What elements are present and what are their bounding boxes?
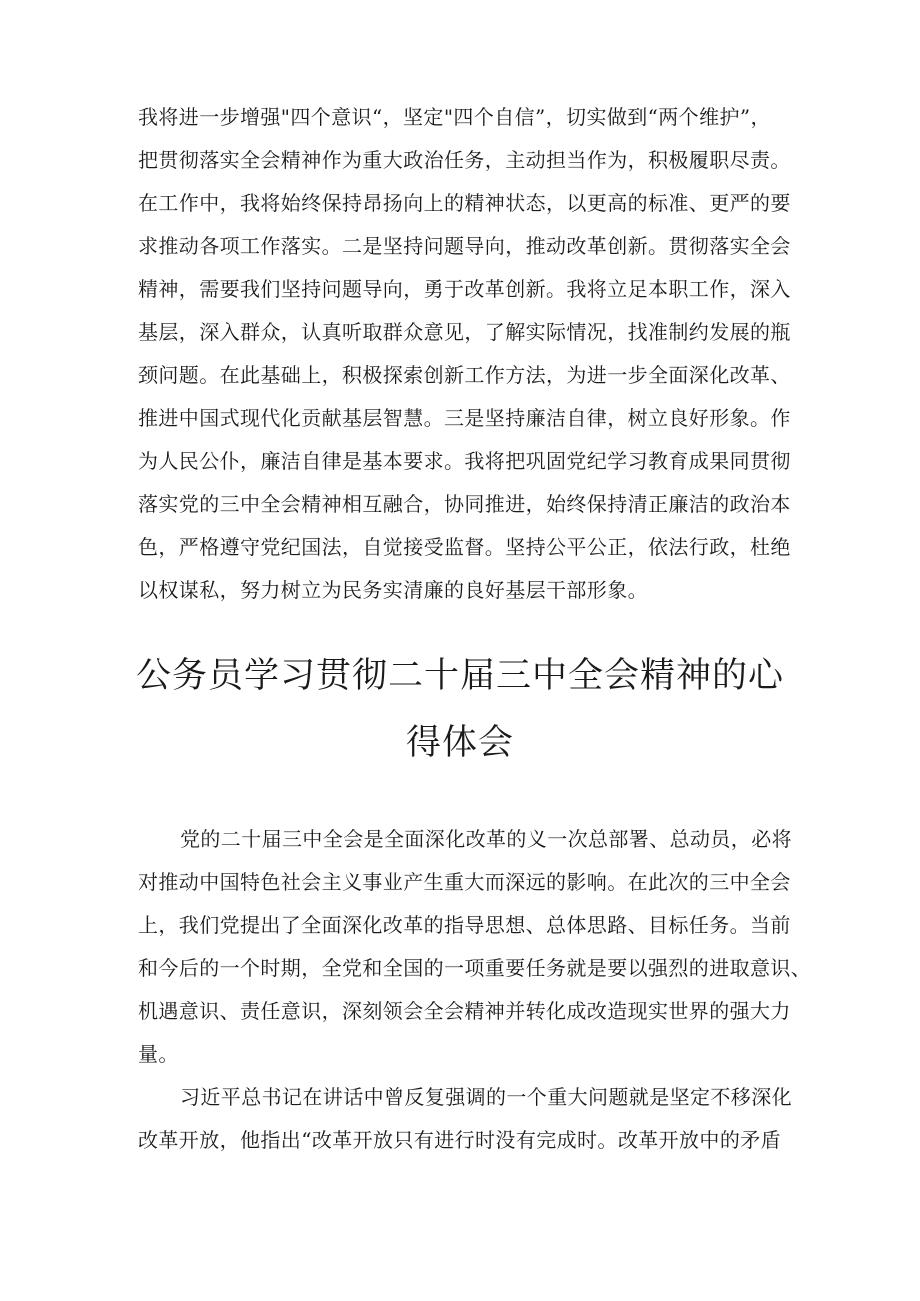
text-line: 色，严格遵守党纪国法，自觉接受监督。坚持公平公正，依法行政，杜绝: [138, 535, 791, 559]
text-line: 颈问题。在此基础上，积极探索创新工作方法，为进一步全面深化改革、: [138, 363, 791, 387]
text-line: 对推动中国特色社会主义事业产生重大而深远的影响。在此次的三中全会: [138, 870, 791, 894]
text-line: 习近平总书记在讲话中曾反复强调的一个重大问题就是坚定不移深化: [180, 1085, 792, 1109]
text-line: 我将进一步增强"四个意识“，坚定"四个自信”，切实做到“两个维护”，: [138, 105, 771, 129]
text-line: 上，我们党提出了全面深化改革的指导思想、总体思路、目标任务。当前: [138, 913, 791, 937]
text-line: 量。: [138, 1042, 179, 1066]
text-line: 基层，深入群众，认真听取群众意见，了解实际情况，找准制约发展的瓶: [138, 320, 791, 344]
text-line: 为人民公仆，廉洁自律是基本要求。我将把巩固党纪学习教育成果同贯彻: [138, 449, 791, 473]
text-line: 求推动各项工作落实。二是坚持问题导向，推动改革创新。贯彻落实全会: [138, 234, 791, 258]
text-line: 改革开放，他指出“改革开放只有进行时没有完成时。改革开放中的矛盾: [138, 1128, 782, 1152]
heading-line-1: 公务员学习贯彻二十届三中全会精神的心: [135, 656, 784, 696]
text-line: 推进中国式现代化贡献基层智慧。三是坚持廉洁自律，树立良好形象。作: [138, 406, 791, 430]
text-line: 在工作中，我将始终保持昂扬向上的精神状态，以更高的标准、更严的要: [138, 191, 791, 215]
text-line: 精神，需要我们坚持问题导向，勇于改革创新。我将立足本职工作，深入: [138, 277, 791, 301]
heading-line-2: 得体会: [405, 723, 514, 763]
text-line: 党的二十届三中全会是全面深化改革的义一次总部署、总动员，必将: [180, 827, 792, 851]
text-line: 落实党的三中全会精神相互融合，协同推进，始终保持清正廉洁的政治本: [138, 492, 791, 516]
text-line: 和今后的一个时期，全党和全国的一项重要任务就是要以强烈的进取意识、: [138, 956, 812, 980]
text-line: 把贯彻落实全会精神作为重大政治任务，主动担当作为，积极履职尽责。: [138, 148, 791, 172]
text-line: 机遇意识、责任意识，深刻领会全会精神并转化成改造现实世界的强大力: [138, 999, 791, 1023]
text-line: 以权谋私，努力树立为民务实清廉的良好基层干部形象。: [138, 578, 648, 602]
